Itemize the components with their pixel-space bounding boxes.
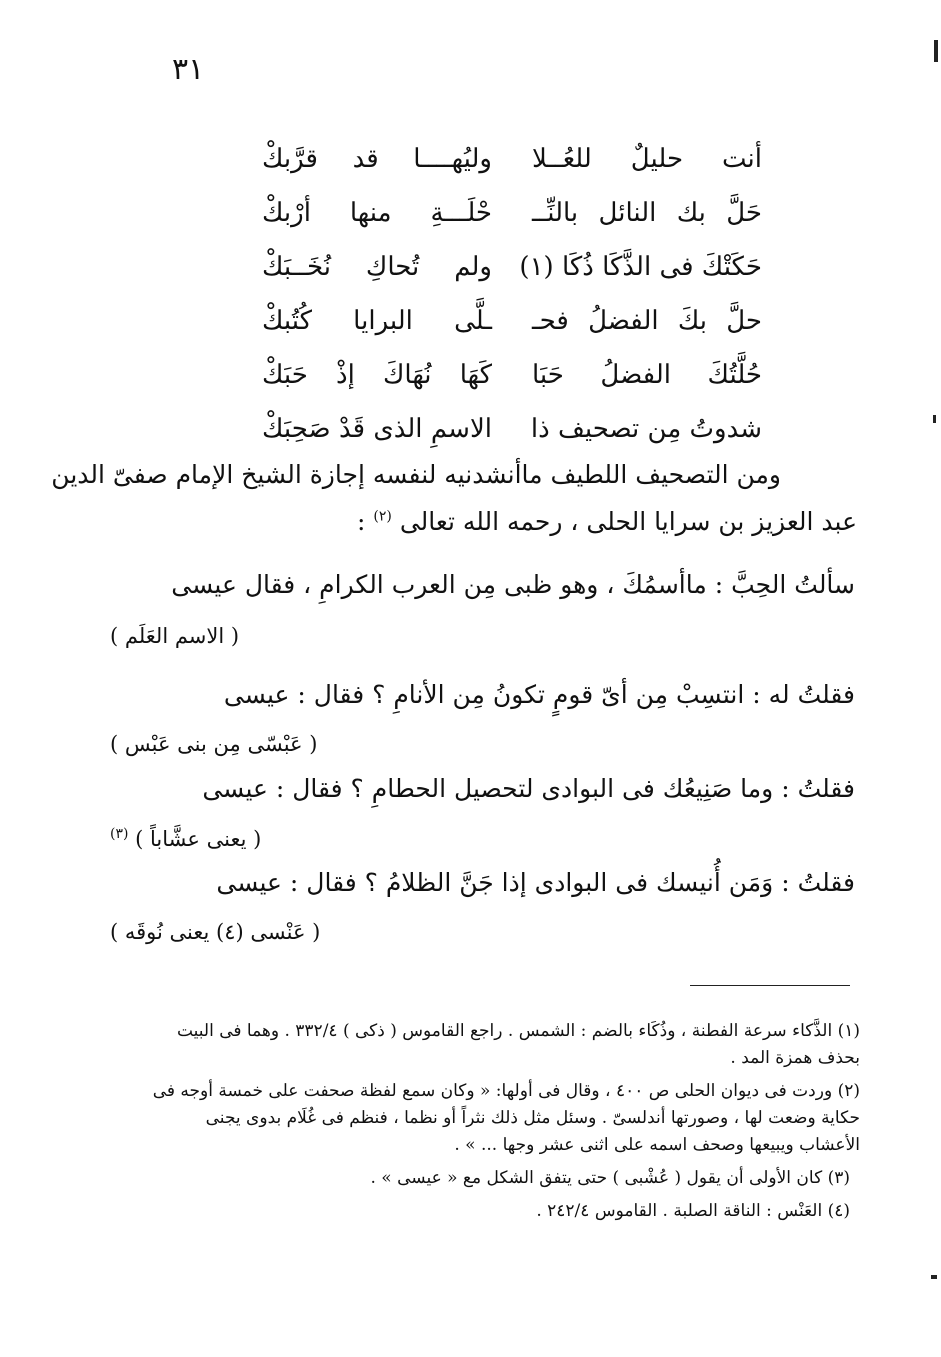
intro-line xyxy=(357,507,857,536)
poem-verse xyxy=(262,348,762,402)
answer-text: ( الاسم العَلَم ) xyxy=(110,624,240,648)
scan-edge-mark xyxy=(933,415,936,423)
intro-text: عبد العزيز بن سرايا الحلى ، رحمه الله تعالى xyxy=(399,507,857,536)
verse-second-hemistich: ولم تُحاكِ نُخَــبَكْ xyxy=(262,252,492,282)
verse-second-hemistich: وليُهــــا قد قرَّبكْ xyxy=(262,144,492,174)
footnote-reference: (٣) xyxy=(110,826,129,842)
verse-second-hemistich: حْلَـــةِ منها أرْبكْ xyxy=(262,198,492,228)
poem-verse xyxy=(262,132,762,186)
answer-text: ( عَبْسّى مِن بنى عَبْس ) xyxy=(110,732,318,756)
verse-first-hemistich: حلَّ بكَ الفضلُ فحـ xyxy=(532,306,762,336)
verse-first-hemistich: حُلَّتُكَ الفضلُ حَبَا xyxy=(532,360,762,390)
dialogue-question: فقلتُ : وَمَن أُنيسك فى البوادى إذا جَنَّ الظلامُ ؟ فقال : عيسى xyxy=(216,868,855,897)
poem-verse xyxy=(262,294,762,348)
scan-edge-mark xyxy=(934,40,938,62)
answer-text: ( يعنى عشَّاباً ) xyxy=(135,827,262,851)
poem-verse xyxy=(262,186,762,240)
footnote: (٢) وردت فى ديوان الحلى ص ٤٠٠ ، وقال فى أولها: « وكان سمع لفظة صحفت على خمسة أوجه فى حكاية وضعت لها ، وصورتها أندلسىّ . وسئل مثل ذلك نثراً أو نظما ، فنظم فى غُلَام بدوى يجنى الأعشاب ويبيعها وصحف اسمه على اثنى عشر وجها ... » . xyxy=(152,1081,860,1155)
footnote: (٤) العَنْس : الناقة الصلبة . القاموس ٢٤٢/٤ . xyxy=(536,1201,850,1221)
dialogue-question: فقلتُ : وما صَنِيعُك فى البوادى لتحصيل الحطامِ ؟ فقال : عيسى xyxy=(202,774,855,803)
poem-verse xyxy=(262,402,762,456)
poem-verse xyxy=(262,240,762,294)
answer-text: ( عَنْسى (٤) يعنى نُوقَه ) xyxy=(110,920,321,944)
verse-first-hemistich: أنت حليلٌ للعُــلا xyxy=(532,144,762,174)
verse-second-hemistich: الاسمِ الذى قَدْ صَحِبَكْ xyxy=(262,414,492,444)
verse-second-hemistich: ـلَّى البرايا كُتُبكْ xyxy=(262,306,492,336)
dialogue-answer xyxy=(110,624,239,648)
intro-line: ومن التصحيف اللطيف ماأنشدنيه لنفسه إجازة الشيخ الإمام صفىّ الدين xyxy=(51,460,781,489)
verse-first-hemistich: حَلَّ بك النائل بالنِّــ xyxy=(532,198,762,228)
footnote: (٣) كان الأولى أن يقول ( عُشْبى ) حتى يتفق الشكل مع « عيسى » . xyxy=(370,1168,850,1188)
dialogue-answer xyxy=(110,826,261,851)
footnote: (١) الذَّكاء سرعة الفطنة ، وذُكَاء بالضم : الشمس . راجع القاموس ( ذكى ) ٣٣٢/٤ . وهما فى البيت بحذف همزة المد . xyxy=(176,1021,860,1068)
verse-first-hemistich: حَكَتْكَ فى الذَّكَا ذُكَا (١) xyxy=(519,252,762,282)
footnote-reference: (٢) xyxy=(373,508,392,525)
dialogue-question: سألتُ الحِبَّ : ماأسمُكَ ، وهو ظبى مِن العرب الكرامِ ، فقال عيسى xyxy=(171,570,855,599)
verse-first-hemistich: شدوتُ مِن تصحيف ذا xyxy=(530,414,762,444)
footnotes xyxy=(140,1018,860,1231)
verse-second-hemistich: كَهَا نُهَاكَ إذْ حَبَكْ xyxy=(262,360,492,390)
dialogue-question: فقلتُ له : انتسِبْ مِن أىّ قومٍ تكونُ مِن الأنامِ ؟ فقال : عيسى xyxy=(223,680,855,709)
scan-edge-mark xyxy=(931,1275,937,1279)
dialogue-answer xyxy=(110,920,320,944)
page-number: ٣١ xyxy=(172,52,205,87)
dialogue-answer xyxy=(110,732,317,756)
poem xyxy=(262,132,762,456)
intro-colon: : xyxy=(357,507,366,536)
footnote-divider xyxy=(690,985,850,986)
